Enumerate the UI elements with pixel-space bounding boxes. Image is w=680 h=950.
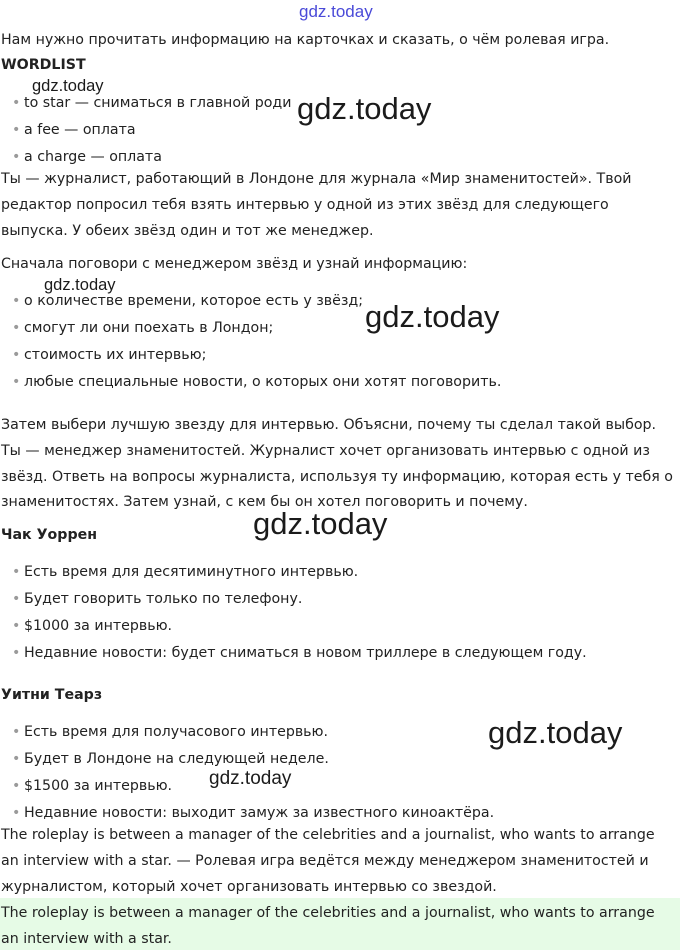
question-item: • смогут ли они поехать в Лондон; xyxy=(12,318,273,338)
star1-item: • Будет говорить только по телефону. xyxy=(12,589,302,609)
question-item: • любые специальные новости, о которых они хотят поговорить. xyxy=(12,372,501,392)
star1-item: • Есть время для десятиминутного интервью. xyxy=(12,562,358,582)
answer-line: an interview with a star. — Ролевая игра ведётся между менеджером знаменитостей и xyxy=(1,853,649,869)
watermark-top: gdz.today xyxy=(299,2,373,21)
wordlist-item: • a fee — оплата xyxy=(12,120,136,140)
watermark-large-2: gdz.today xyxy=(365,299,500,334)
star2-item: • Недавние новости: выходит замуж за известного киноактёра. xyxy=(12,803,494,823)
star2-item: • Есть время для получасового интервью. xyxy=(12,722,328,742)
highlight-line: an interview with a star. xyxy=(1,931,172,947)
star1-item: • $1000 за интервью. xyxy=(12,616,172,636)
task2-line: Ты — менеджер знаменитостей. Журналист хочет организовать интервью с одной из xyxy=(1,443,650,459)
task2-line: Затем выбери лучшую звезду для интервью. Объясни, почему ты сделал такой выбор. xyxy=(1,417,657,433)
star1-item: • Недавние новости: будет сниматься в новом триллере в следующем году. xyxy=(12,643,587,663)
question-item: • стоимость их интервью; xyxy=(12,345,206,365)
wordlist-item: • a charge — оплата xyxy=(12,147,162,167)
intro-text: Нам нужно прочитать информацию на карточках и сказать, о чём ролевая игра. xyxy=(1,32,610,48)
watermark-large-4: gdz.today xyxy=(488,715,623,750)
highlight-line: The roleplay is between a manager of the celebrities and a journalist, who wants to arrange xyxy=(1,905,655,921)
star1-name: Чак Уоррен xyxy=(1,527,98,543)
star2-item: • Будет в Лондоне на следующей неделе. xyxy=(12,749,329,769)
watermark-large-1: gdz.today xyxy=(297,91,432,126)
wordlist-item: • to star — сниматься в главной роди xyxy=(12,93,291,113)
task2-line: звёзд. Ответь на вопросы журналиста, используя ту информацию, которая есть у тебя о xyxy=(1,469,673,485)
task1-line: редактор попросил тебя взять интервью у одной из этих звёзд для следующего xyxy=(1,197,609,213)
question-item: • о количестве времени, которое есть у звёзд; xyxy=(12,291,363,311)
answer-line: The roleplay is between a manager of the celebrities and a journalist, who wants to arrange xyxy=(1,827,655,843)
task2-line: знаменитостях. Затем узнай, с кем бы он хотел поговорить и почему. xyxy=(1,494,528,510)
task1-line: Ты — журналист, работающий в Лондоне для журнала «Мир знаменитостей». Твой xyxy=(1,171,632,187)
star2-item: • $1500 за интервью. xyxy=(12,776,172,796)
wordlist-heading: WORDLIST xyxy=(1,57,86,73)
star2-name: Уитни Теарз xyxy=(1,687,103,703)
watermark-small-3: gdz.today xyxy=(209,768,292,789)
watermark-small-1: gdz.today xyxy=(32,77,104,95)
answer-line: журналистом, который хочет организовать интервью со звездой. xyxy=(1,879,497,895)
questions-lead: Сначала поговори с менеджером звёзд и узнай информацию: xyxy=(1,256,468,272)
watermark-large-3: gdz.today xyxy=(253,506,388,541)
watermark-small-2: gdz.today xyxy=(44,276,116,294)
task1-line: выпуска. У обеих звёзд один и тот же менеджер. xyxy=(1,223,374,239)
